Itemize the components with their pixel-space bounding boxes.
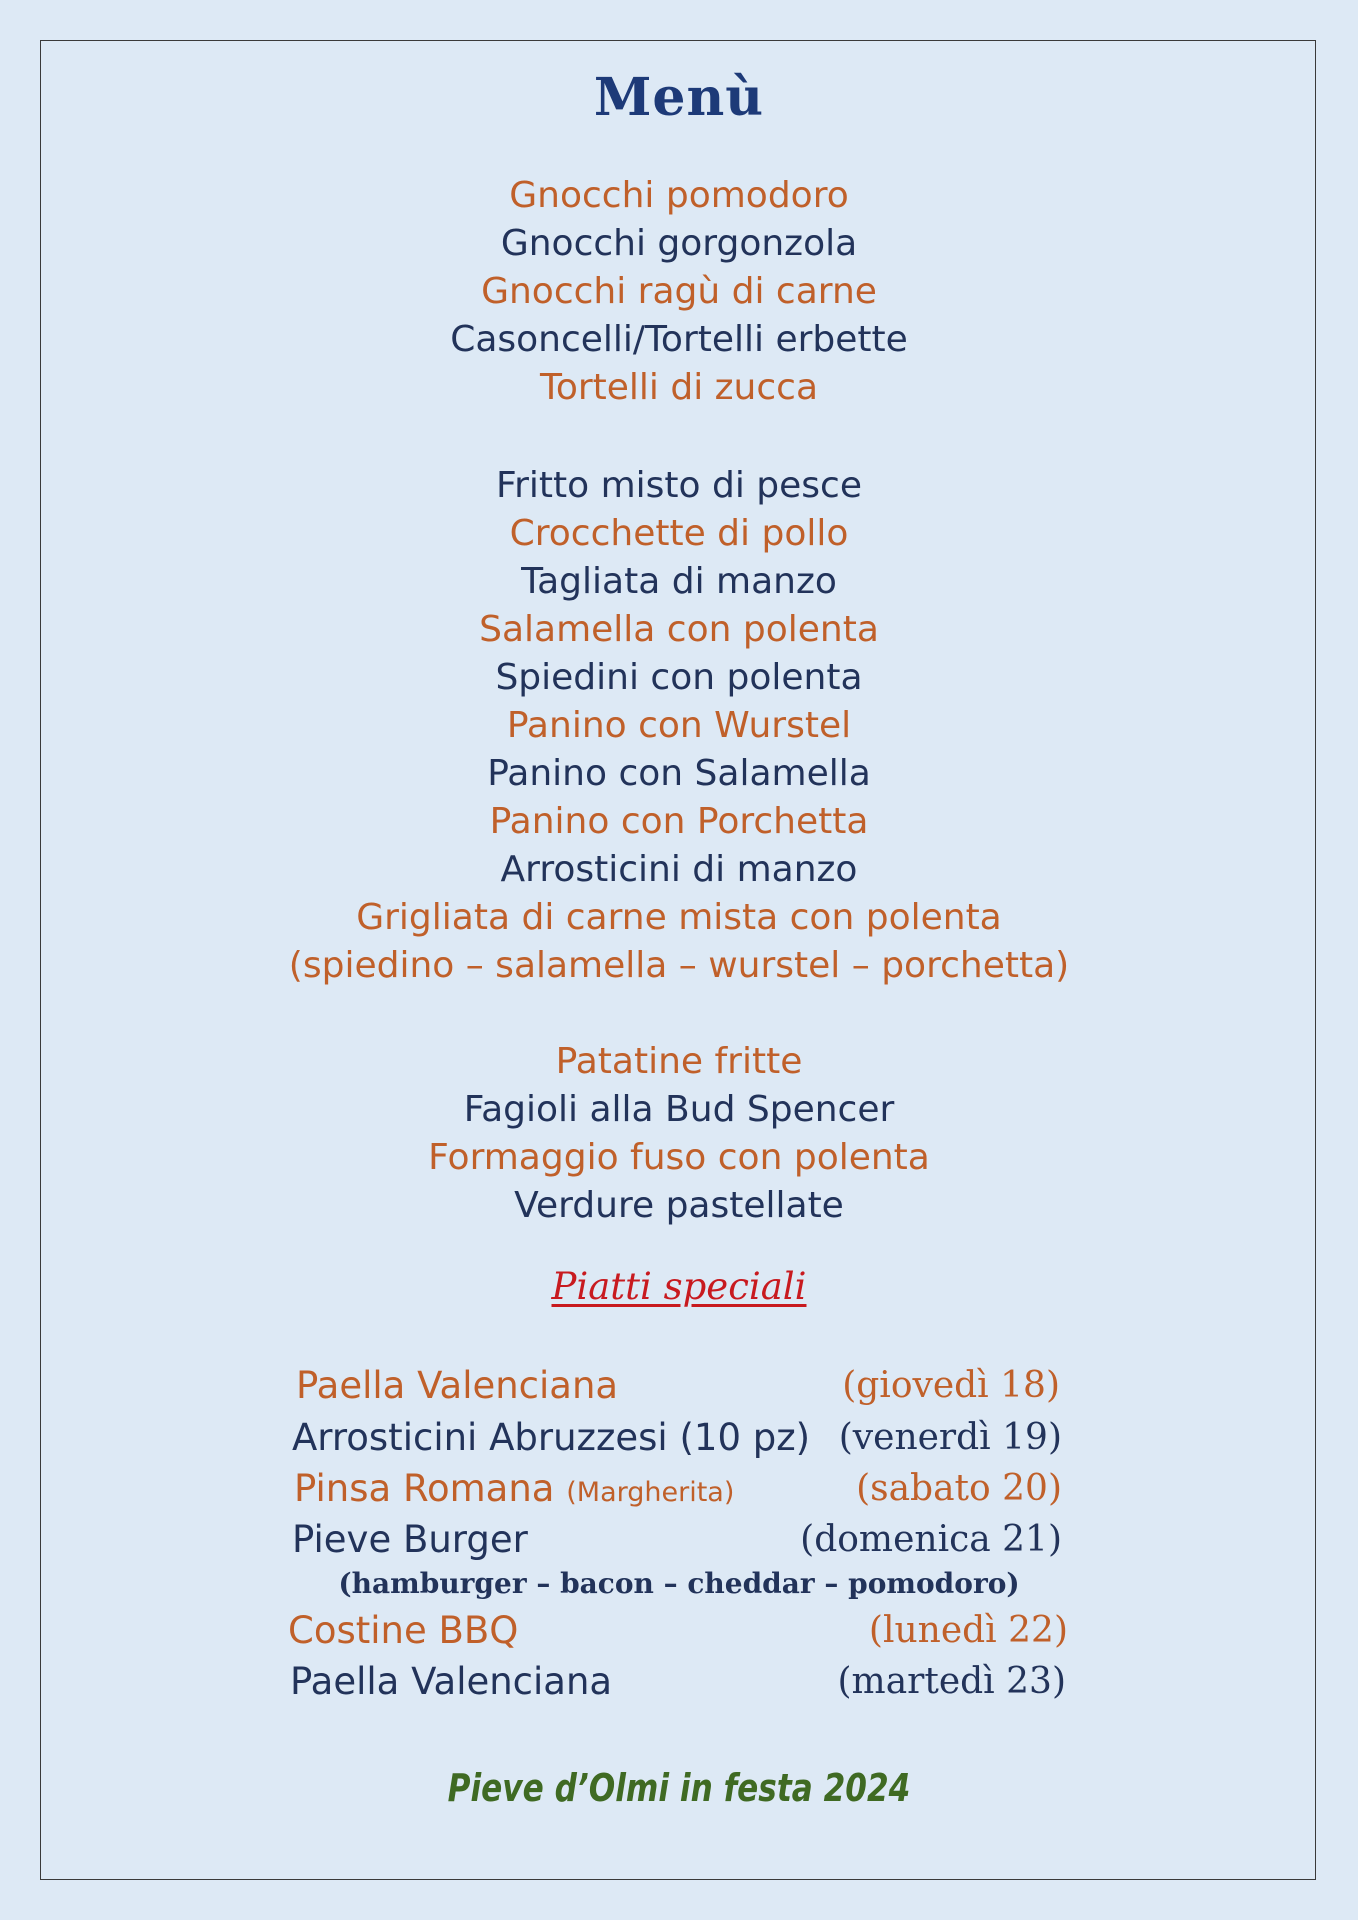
menu-item: Tagliata di manzo [521, 561, 837, 602]
menu-item: Gnocchi pomodoro [509, 175, 849, 216]
menu-item: Tortelli di zucca [539, 367, 819, 408]
menu-item: Crocchette di pollo [509, 513, 849, 554]
menu-item: Arrosticini di manzo [500, 849, 858, 890]
menu-item: Formaggio fuso con polenta [428, 1137, 930, 1178]
menu-item: Gnocchi ragù di carne [481, 271, 877, 312]
special-row [0, 1515, 1358, 1565]
primi-section [0, 172, 1358, 412]
event-footer: Pieve d’Olmi in festa 2024 [447, 1766, 911, 1810]
special-dish: Paella Valenciana [290, 1660, 613, 1703]
special-dish-note: (Margherita) [566, 1477, 735, 1508]
menu-item: Fritto misto di pesce [496, 465, 862, 506]
burger-ingredients: (hamburger – bacon – cheddar – pomodoro) [338, 1567, 1020, 1600]
menu-item: Casoncelli/Tortelli erbette [450, 319, 908, 360]
menu-item: Spiedini con polenta [495, 657, 863, 698]
special-dish: Pieve Burger [292, 1518, 528, 1561]
menu-item: Patatine fritte [555, 1041, 803, 1082]
special-day: (venerdì 19) [838, 1417, 1062, 1458]
special-row [0, 1464, 1358, 1514]
menu-item: Fagioli alla Bud Spencer [463, 1089, 895, 1130]
contorni-section [0, 1038, 1358, 1230]
special-day: (lunedì 22) [868, 1610, 1068, 1651]
special-row [0, 1657, 1358, 1707]
specials-heading: Piatti speciali [551, 1265, 807, 1308]
special-dish: Paella Valenciana [296, 1364, 619, 1407]
special-dish-name: Pinsa Romana [294, 1467, 555, 1510]
special-dish: Costine BBQ [288, 1609, 519, 1652]
secondi-section [0, 462, 1358, 990]
special-dish [294, 1464, 734, 1518]
special-dish: Arrosticini Abruzzesi (10 pz) [292, 1416, 811, 1459]
special-day: (domenica 21) [800, 1519, 1062, 1560]
special-row [0, 1606, 1358, 1656]
menu-item: Panino con Porchetta [489, 801, 869, 842]
menu-item: Salamella con polenta [479, 609, 879, 650]
special-row [0, 1413, 1358, 1463]
menu-item-detail: (spiedino – salamella – wurstel – porchetta) [288, 945, 1070, 986]
menu-item: Gnocchi gorgonzola [500, 223, 858, 264]
special-day: (martedì 23) [837, 1661, 1066, 1702]
menu-title: Menù [593, 67, 765, 128]
special-day: (giovedì 18) [842, 1365, 1060, 1406]
special-row [0, 1361, 1358, 1411]
menu-item: Panino con Salamella [487, 753, 871, 794]
menu-item: Verdure pastellate [514, 1185, 844, 1226]
special-day: (sabato 20) [856, 1468, 1062, 1509]
menu-item: Panino con Wurstel [506, 705, 852, 746]
menu-item: Grigliata di carne mista con polenta [356, 897, 1002, 938]
